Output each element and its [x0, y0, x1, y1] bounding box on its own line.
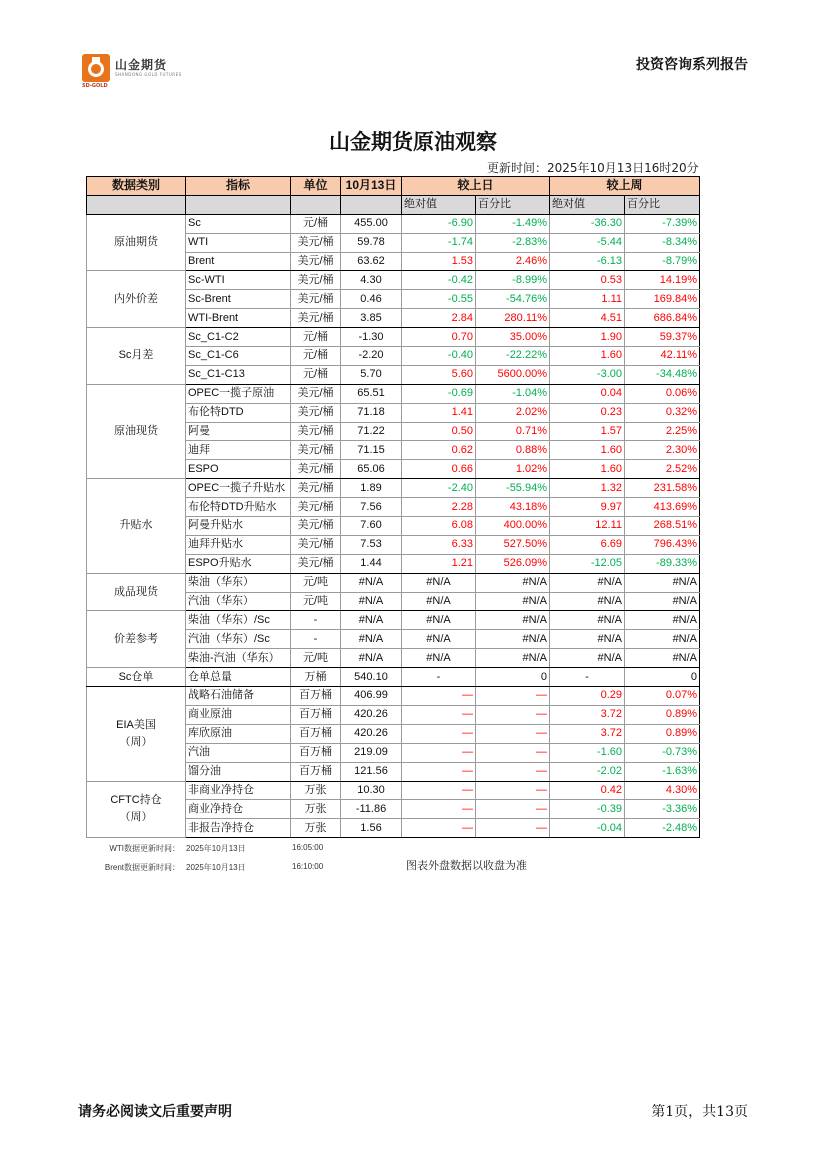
day-pct-cell: -1.04% — [476, 384, 550, 403]
day-pct-cell: 526.09% — [476, 554, 550, 573]
week-pct-cell: 0.07% — [625, 687, 700, 706]
day-abs-cell: -0.69 — [402, 384, 476, 403]
value-cell: 71.22 — [341, 422, 402, 441]
note-label: WTI数据更新时间： — [109, 844, 180, 853]
day-pct-cell: -54.76% — [476, 290, 550, 309]
week-pct-cell: #N/A — [625, 573, 700, 592]
day-pct-cell: — — [476, 800, 550, 819]
indicator-cell: 柴油-汽油（华东） — [186, 649, 291, 668]
note-time: 16:10:00 — [292, 862, 324, 871]
table-row — [87, 668, 700, 687]
note-date: 2025年10月13日 — [186, 863, 246, 872]
week-abs-cell: -1.60 — [550, 743, 625, 762]
day-abs-cell: — — [402, 724, 476, 743]
week-pct-cell: -3.36% — [625, 800, 700, 819]
day-pct-cell: 0.88% — [476, 441, 550, 460]
subheader-blank — [291, 195, 341, 214]
unit-cell: 美元/桶 — [291, 422, 341, 441]
week-pct-cell: 268.51% — [625, 517, 700, 536]
day-pct-cell: 5600.00% — [476, 365, 550, 384]
week-abs-cell: #N/A — [550, 573, 625, 592]
week-abs-cell: 1.60 — [550, 347, 625, 366]
value-cell: 7.53 — [341, 535, 402, 554]
value-cell: 7.56 — [341, 498, 402, 517]
unit-cell: 百万桶 — [291, 687, 341, 706]
value-cell: 219.09 — [341, 743, 402, 762]
day-pct-cell: #N/A — [476, 649, 550, 668]
header-row — [87, 177, 700, 196]
value-cell: #N/A — [341, 649, 402, 668]
unit-cell: 美元/桶 — [291, 290, 341, 309]
unit-cell: 元/吨 — [291, 573, 341, 592]
value-cell: 71.18 — [341, 403, 402, 422]
week-pct-cell: 0.89% — [625, 705, 700, 724]
unit-cell: 美元/桶 — [291, 460, 341, 479]
indicator-cell: ESPO升贴水 — [186, 554, 291, 573]
day-abs-cell: — — [402, 705, 476, 724]
unit-cell: 元/桶 — [291, 365, 341, 384]
category-cell: EIA美国 （周） — [87, 687, 186, 781]
day-abs-cell: #N/A — [402, 611, 476, 630]
week-abs-cell: -6.13 — [550, 252, 625, 271]
day-pct-cell: 527.50% — [476, 535, 550, 554]
value-cell: 0.46 — [341, 290, 402, 309]
day-abs-cell: #N/A — [402, 573, 476, 592]
day-abs-cell: #N/A — [402, 592, 476, 611]
unit-cell: 万张 — [291, 800, 341, 819]
day-pct-cell: 2.02% — [476, 403, 550, 422]
table-row — [87, 479, 700, 498]
header-unit: 单位 — [291, 177, 341, 196]
week-pct-cell: -2.48% — [625, 819, 700, 838]
day-abs-cell: #N/A — [402, 630, 476, 649]
day-pct-cell: -55.94% — [476, 479, 550, 498]
week-pct-cell: 0.89% — [625, 724, 700, 743]
week-pct-cell: 4.30% — [625, 781, 700, 800]
subheader-blank — [87, 195, 186, 214]
week-pct-cell: 413.69% — [625, 498, 700, 517]
indicator-cell: 汽油（华东） — [186, 592, 291, 611]
week-abs-cell: 1.32 — [550, 479, 625, 498]
week-abs-cell: -0.39 — [550, 800, 625, 819]
week-pct-cell: #N/A — [625, 630, 700, 649]
header-prev-week: 较上周 — [550, 177, 700, 196]
day-abs-cell: — — [402, 762, 476, 781]
day-abs-cell: — — [402, 743, 476, 762]
week-pct-cell: 231.58% — [625, 479, 700, 498]
week-abs-cell: #N/A — [550, 611, 625, 630]
day-pct-cell: 0 — [476, 668, 550, 687]
day-pct-cell: -22.22% — [476, 347, 550, 366]
subheader-blank — [186, 195, 291, 214]
week-abs-cell: #N/A — [550, 649, 625, 668]
day-pct-cell: — — [476, 781, 550, 800]
table-row — [87, 214, 700, 233]
value-cell: 1.89 — [341, 479, 402, 498]
value-cell: 10.30 — [341, 781, 402, 800]
indicator-cell: 库欣原油 — [186, 724, 291, 743]
value-cell: 121.56 — [341, 762, 402, 781]
unit-cell: 元/吨 — [291, 592, 341, 611]
category-cell: 价差参考 — [87, 611, 186, 668]
day-abs-cell: 2.28 — [402, 498, 476, 517]
week-pct-cell: 0.06% — [625, 384, 700, 403]
unit-cell: 元/桶 — [291, 347, 341, 366]
day-pct-cell: — — [476, 724, 550, 743]
value-cell: 1.56 — [341, 819, 402, 838]
day-pct-cell: #N/A — [476, 573, 550, 592]
category-cell: 原油现货 — [87, 384, 186, 478]
week-abs-cell: 0.42 — [550, 781, 625, 800]
table-row — [87, 611, 700, 630]
indicator-cell: 馏分油 — [186, 762, 291, 781]
value-cell: -2.20 — [341, 347, 402, 366]
unit-cell: 美元/桶 — [291, 309, 341, 328]
day-abs-cell: -0.42 — [402, 271, 476, 290]
subheader-week-pct: 百分比 — [625, 195, 700, 214]
week-abs-cell: 3.72 — [550, 724, 625, 743]
header-category: 数据类别 — [87, 177, 186, 196]
category-cell: 升贴水 — [87, 479, 186, 573]
category-cell: 内外价差 — [87, 271, 186, 328]
footnote: 图表外盘数据以收盘为准 — [406, 859, 527, 872]
table-row — [87, 687, 700, 706]
week-abs-cell: 4.51 — [550, 309, 625, 328]
week-pct-cell: -89.33% — [625, 554, 700, 573]
indicator-cell: 柴油（华东） — [186, 573, 291, 592]
day-pct-cell: #N/A — [476, 611, 550, 630]
unit-cell: 美元/桶 — [291, 498, 341, 517]
indicator-cell: Sc_C1-C6 — [186, 347, 291, 366]
note-time: 16:05:00 — [292, 843, 324, 852]
week-pct-cell: 0 — [625, 668, 700, 687]
indicator-cell: 迪拜 — [186, 441, 291, 460]
value-cell: 7.60 — [341, 517, 402, 536]
value-cell: 420.26 — [341, 705, 402, 724]
week-abs-cell: 12.11 — [550, 517, 625, 536]
week-abs-cell: 0.23 — [550, 403, 625, 422]
week-abs-cell: -0.04 — [550, 819, 625, 838]
unit-cell: 美元/桶 — [291, 233, 341, 252]
value-cell: #N/A — [341, 611, 402, 630]
day-abs-cell: -2.40 — [402, 479, 476, 498]
week-pct-cell: 14.19% — [625, 271, 700, 290]
day-abs-cell: 0.50 — [402, 422, 476, 441]
week-abs-cell: -36.30 — [550, 214, 625, 233]
value-cell: 455.00 — [341, 214, 402, 233]
week-abs-cell: 1.60 — [550, 460, 625, 479]
day-abs-cell: 1.53 — [402, 252, 476, 271]
week-abs-cell: 9.97 — [550, 498, 625, 517]
indicator-cell: 汽油 — [186, 743, 291, 762]
week-abs-cell: #N/A — [550, 630, 625, 649]
week-pct-cell: 686.84% — [625, 309, 700, 328]
day-pct-cell: #N/A — [476, 630, 550, 649]
day-abs-cell: 6.08 — [402, 517, 476, 536]
day-abs-cell: — — [402, 687, 476, 706]
logo-sub: SD-GOLD — [82, 83, 108, 89]
day-abs-cell: 2.84 — [402, 309, 476, 328]
value-cell: #N/A — [341, 592, 402, 611]
value-cell: -1.30 — [341, 328, 402, 347]
indicator-cell: WTI-Brent — [186, 309, 291, 328]
update-time: 更新时间：2025年10月13日16时20分 — [487, 161, 699, 175]
unit-cell: 万张 — [291, 781, 341, 800]
day-pct-cell: — — [476, 687, 550, 706]
logo-mark-icon — [82, 54, 110, 82]
day-abs-cell: 5.60 — [402, 365, 476, 384]
day-pct-cell: -1.49% — [476, 214, 550, 233]
report-series: 投资咨询系列报告 — [636, 57, 748, 73]
week-pct-cell: 42.11% — [625, 347, 700, 366]
value-cell: 4.30 — [341, 271, 402, 290]
indicator-cell: OPEC一揽子升贴水 — [186, 479, 291, 498]
value-cell: 59.78 — [341, 233, 402, 252]
value-cell: 65.06 — [341, 460, 402, 479]
day-pct-cell: 35.00% — [476, 328, 550, 347]
header-indicator: 指标 — [186, 177, 291, 196]
unit-cell: 美元/桶 — [291, 252, 341, 271]
day-abs-cell: -0.55 — [402, 290, 476, 309]
category-cell: Sc仓单 — [87, 668, 186, 687]
table-row — [87, 781, 700, 800]
week-pct-cell: 0.32% — [625, 403, 700, 422]
day-abs-cell: #N/A — [402, 649, 476, 668]
category-cell: 原油期货 — [87, 214, 186, 271]
day-abs-cell: 0.62 — [402, 441, 476, 460]
day-abs-cell: -0.40 — [402, 347, 476, 366]
unit-cell: - — [291, 630, 341, 649]
indicator-cell: 战略石油储备 — [186, 687, 291, 706]
week-abs-cell: #N/A — [550, 592, 625, 611]
unit-cell: 万桶 — [291, 668, 341, 687]
indicator-cell: 非商业净持仓 — [186, 781, 291, 800]
unit-cell: 美元/桶 — [291, 517, 341, 536]
day-abs-cell: 0.66 — [402, 460, 476, 479]
indicator-cell: 柴油（华东）/Sc — [186, 611, 291, 630]
week-abs-cell: 1.90 — [550, 328, 625, 347]
week-pct-cell: 796.43% — [625, 535, 700, 554]
week-abs-cell: 0.04 — [550, 384, 625, 403]
unit-cell: 百万桶 — [291, 724, 341, 743]
page-number: 第1页，共13页 — [651, 1104, 748, 1120]
indicator-cell: Sc_C1-C2 — [186, 328, 291, 347]
week-pct-cell: #N/A — [625, 649, 700, 668]
table-row — [87, 328, 700, 347]
subheader-day-pct: 百分比 — [476, 195, 550, 214]
day-pct-cell: 43.18% — [476, 498, 550, 517]
value-cell: -11.86 — [341, 800, 402, 819]
indicator-cell: 布伦特DTD — [186, 403, 291, 422]
week-abs-cell: 6.69 — [550, 535, 625, 554]
day-pct-cell: 0.71% — [476, 422, 550, 441]
unit-cell: 美元/桶 — [291, 554, 341, 573]
table-body — [87, 214, 700, 837]
table-row — [87, 384, 700, 403]
value-cell: #N/A — [341, 630, 402, 649]
category-cell: 成品现货 — [87, 573, 186, 611]
week-abs-cell: - — [550, 668, 625, 687]
day-pct-cell: 400.00% — [476, 517, 550, 536]
week-pct-cell: -7.39% — [625, 214, 700, 233]
week-pct-cell: -8.34% — [625, 233, 700, 252]
indicator-cell: WTI — [186, 233, 291, 252]
week-pct-cell: #N/A — [625, 611, 700, 630]
week-abs-cell: 3.72 — [550, 705, 625, 724]
oil-data-table — [86, 176, 700, 838]
subheader-week-abs: 绝对值 — [550, 195, 625, 214]
day-abs-cell: 0.70 — [402, 328, 476, 347]
company-logo — [82, 54, 232, 88]
week-abs-cell: 1.11 — [550, 290, 625, 309]
day-abs-cell: 1.21 — [402, 554, 476, 573]
subheader-row — [87, 195, 700, 214]
indicator-cell: ESPO — [186, 460, 291, 479]
indicator-cell: 商业净持仓 — [186, 800, 291, 819]
unit-cell: 元/桶 — [291, 214, 341, 233]
unit-cell: 美元/桶 — [291, 535, 341, 554]
week-pct-cell: #N/A — [625, 592, 700, 611]
day-abs-cell: 6.33 — [402, 535, 476, 554]
indicator-cell: OPEC一揽子原油 — [186, 384, 291, 403]
value-cell: 71.15 — [341, 441, 402, 460]
week-abs-cell: 1.57 — [550, 422, 625, 441]
indicator-cell: Sc-Brent — [186, 290, 291, 309]
indicator-cell: Sc — [186, 214, 291, 233]
day-abs-cell: -6.90 — [402, 214, 476, 233]
day-abs-cell: — — [402, 819, 476, 838]
header-prev-day: 较上日 — [402, 177, 550, 196]
day-pct-cell: — — [476, 819, 550, 838]
subheader-day-abs: 绝对值 — [402, 195, 476, 214]
week-pct-cell: 2.25% — [625, 422, 700, 441]
value-cell: 3.85 — [341, 309, 402, 328]
unit-cell: 百万桶 — [291, 762, 341, 781]
value-cell: 540.10 — [341, 668, 402, 687]
week-pct-cell: -34.48% — [625, 365, 700, 384]
week-pct-cell: 59.37% — [625, 328, 700, 347]
week-pct-cell: -1.63% — [625, 762, 700, 781]
day-pct-cell: -8.99% — [476, 271, 550, 290]
unit-cell: 百万桶 — [291, 705, 341, 724]
indicator-cell: 汽油（华东）/Sc — [186, 630, 291, 649]
indicator-cell: 商业原油 — [186, 705, 291, 724]
unit-cell: 元/桶 — [291, 328, 341, 347]
day-abs-cell: 1.41 — [402, 403, 476, 422]
day-abs-cell: - — [402, 668, 476, 687]
day-pct-cell: — — [476, 743, 550, 762]
week-abs-cell: -3.00 — [550, 365, 625, 384]
subheader-blank — [341, 195, 402, 214]
unit-cell: 美元/桶 — [291, 384, 341, 403]
week-abs-cell: 0.53 — [550, 271, 625, 290]
unit-cell: - — [291, 611, 341, 630]
disclaimer: 请务必阅读文后重要声明 — [78, 1104, 232, 1120]
indicator-cell: 非报告净持仓 — [186, 819, 291, 838]
unit-cell: 美元/桶 — [291, 479, 341, 498]
week-pct-cell: -0.73% — [625, 743, 700, 762]
note-label: Brent数据更新时间： — [104, 863, 180, 872]
day-pct-cell: — — [476, 762, 550, 781]
indicator-cell: Sc-WTI — [186, 271, 291, 290]
week-pct-cell: 2.52% — [625, 460, 700, 479]
value-cell: 1.44 — [341, 554, 402, 573]
indicator-cell: 布伦特DTD升贴水 — [186, 498, 291, 517]
day-abs-cell: -1.74 — [402, 233, 476, 252]
day-pct-cell: #N/A — [476, 592, 550, 611]
indicator-cell: 阿曼升贴水 — [186, 517, 291, 536]
day-pct-cell: 280.11% — [476, 309, 550, 328]
indicator-cell: 阿曼 — [186, 422, 291, 441]
day-pct-cell: — — [476, 705, 550, 724]
week-abs-cell: 1.60 — [550, 441, 625, 460]
category-cell: CFTC持仓 （周） — [87, 781, 186, 838]
value-cell: 406.99 — [341, 687, 402, 706]
week-abs-cell: -2.02 — [550, 762, 625, 781]
day-pct-cell: -2.83% — [476, 233, 550, 252]
week-pct-cell: 2.30% — [625, 441, 700, 460]
week-pct-cell: 169.84% — [625, 290, 700, 309]
indicator-cell: Brent — [186, 252, 291, 271]
value-cell: 5.70 — [341, 365, 402, 384]
day-pct-cell: 2.46% — [476, 252, 550, 271]
unit-cell: 美元/桶 — [291, 441, 341, 460]
day-abs-cell: — — [402, 781, 476, 800]
unit-cell: 百万桶 — [291, 743, 341, 762]
value-cell: 65.51 — [341, 384, 402, 403]
week-abs-cell: 0.29 — [550, 687, 625, 706]
week-pct-cell: -8.79% — [625, 252, 700, 271]
category-cell: Sc月差 — [87, 328, 186, 385]
unit-cell: 万张 — [291, 819, 341, 838]
logo-english: SHANDONG GOLD FUTURES — [115, 72, 182, 77]
value-cell: 63.62 — [341, 252, 402, 271]
unit-cell: 美元/桶 — [291, 271, 341, 290]
day-abs-cell: — — [402, 800, 476, 819]
logo-text: 山金期货 — [115, 58, 168, 72]
table-row — [87, 573, 700, 592]
week-abs-cell: -12.05 — [550, 554, 625, 573]
unit-cell: 元/吨 — [291, 649, 341, 668]
indicator-cell: Sc_C1-C13 — [186, 365, 291, 384]
day-pct-cell: 1.02% — [476, 460, 550, 479]
value-cell: 420.26 — [341, 724, 402, 743]
indicator-cell: 仓单总量 — [186, 668, 291, 687]
unit-cell: 美元/桶 — [291, 403, 341, 422]
table-row — [87, 271, 700, 290]
value-cell: #N/A — [341, 573, 402, 592]
indicator-cell: 迪拜升贴水 — [186, 535, 291, 554]
week-abs-cell: -5.44 — [550, 233, 625, 252]
page-title: 山金期货原油观察 — [329, 130, 497, 154]
note-date: 2025年10月13日 — [186, 844, 246, 853]
header-date: 10月13日 — [341, 177, 402, 196]
